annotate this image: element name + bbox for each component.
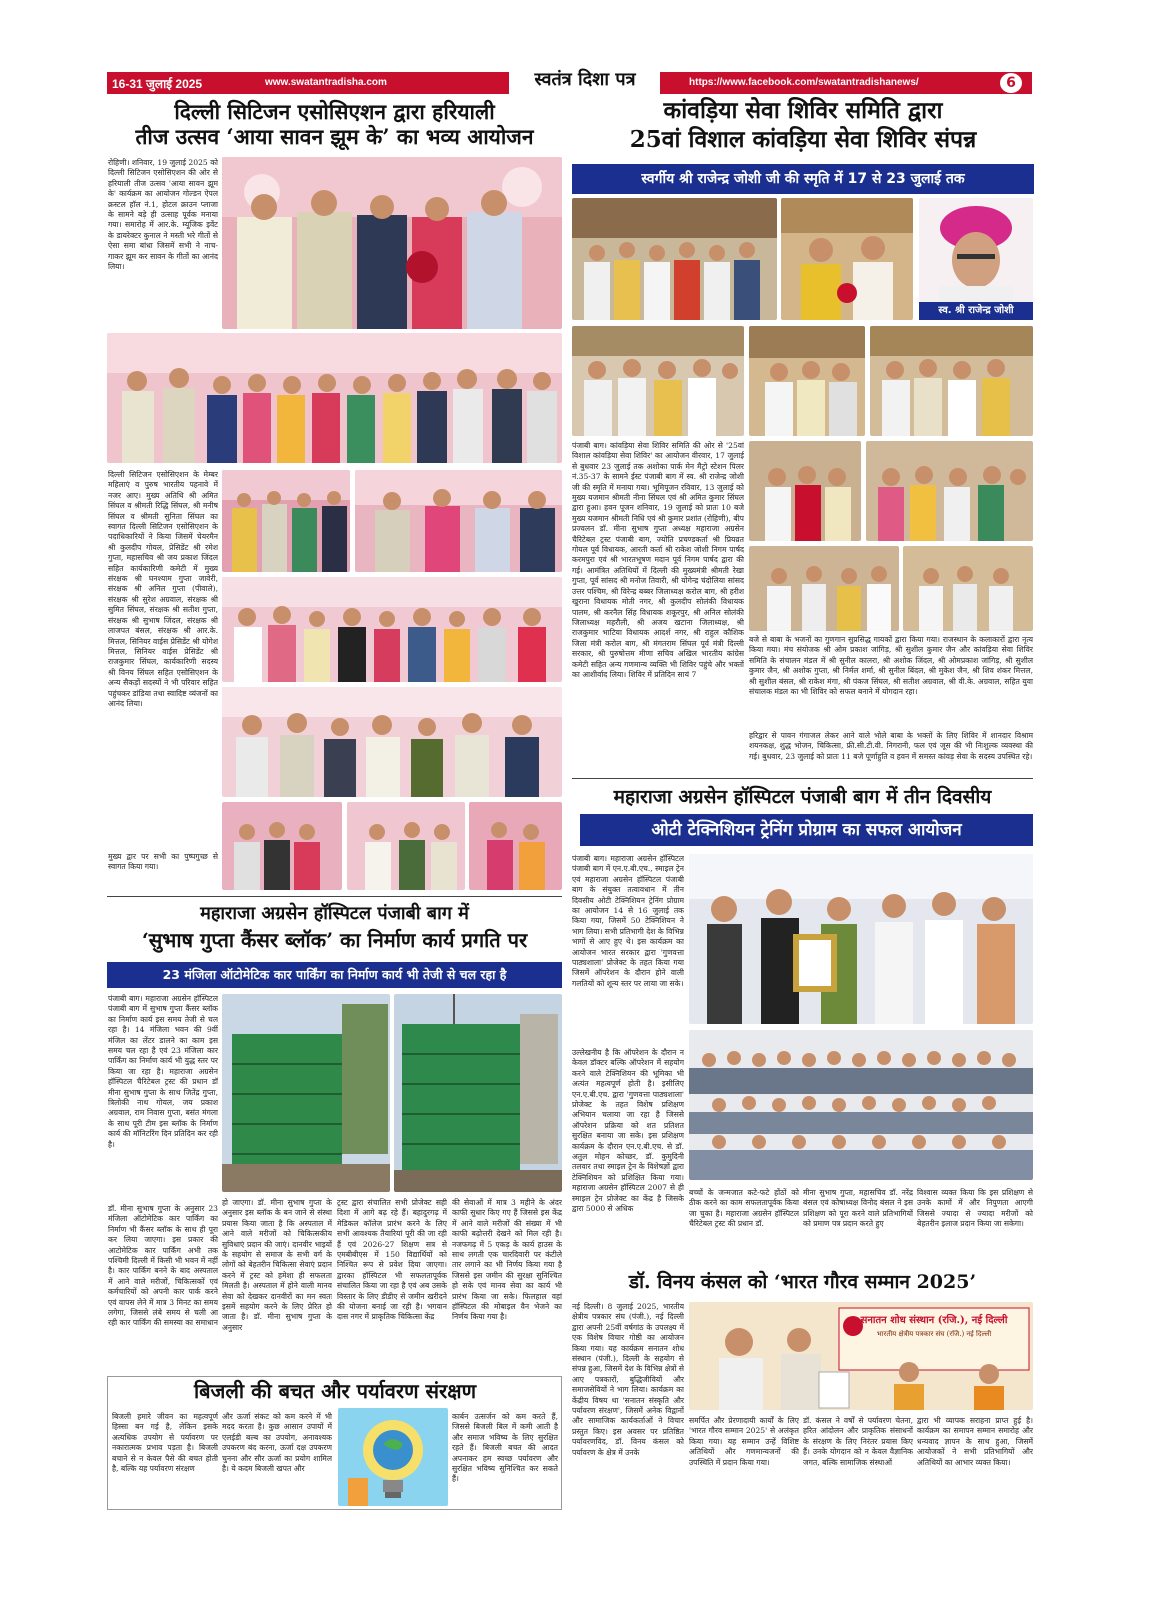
ot-body-4: मीना सुभाष गुप्ता, महासचिव डॉ. नरेंद्र बंसल एवं कोषाध्यक्ष विनोद बंसल ने इस प्रशिक्षण को पूरा करने वाले प्रतिभागियों को प्रमाण पत्र प्रदान करते हुए <box>803 1188 913 1229</box>
ot-body-1: पंजाबी बाग। महाराजा अग्रसेन हॉस्पिटल पंजाबी बाग में एन.ए.बी.एच., स्माइल ट्रेन एवं महाराजा अग्रसेन हॉस्पिटल पंजाबी बाग के संयुक्त तत्वावधान में तीन दिवसीय ओटी टेक्निशियन ट्रेनिंग प्रोग्राम का आयोजन 14 से 16 जुलाई तक किया गया, जिसमें 50 टेक्निशियन ने भाग लिया। सभी प्रतिभागी देश के विभिन्न भागों से आए हुए थे। इस कार्यक्रम का आयोजन भारत सरकार द्वारा 'गुणवत्ता पाठ्यशाला' प्रोजेक्ट के तहत किया गया जिसमें ऑपरेशन के दौरान होने वाली गलतियों को शून्य स्तर पर लाया जा सके। <box>572 854 684 988</box>
kanwar-portrait-caption: स्व. श्री राजेन्द्र जोशी <box>919 302 1033 320</box>
teej-body-3: मुख्य द्वार पर सभी का पुष्पगुच्छ से स्वागत किया गया। <box>108 852 218 872</box>
cancer-body-2: डॉ. मीना सुभाष गुप्ता के अनुसार 23 मंजिला ऑटोमेटिक कार पार्किंग का निर्माण भी कैंसर ब्लॉक के साथ ही पूरा कर लिया जाएगा। इस प्रकार की आटोमेटिक कार पार्किंग अभी तक पश्चिमी दिल्ली में किसी भी भवन में नहीं है। कार पार्किंग बनने के बाद अस्पताल में आने वाले मरीजों, चिकित्सकों एवं कर्मचारियों को अपनी कार पार्क करने एवं वापस लेने में मात्र 3 मिनट का समय लगेगा, जिससे लंबे समय से चली आ रही कार पार्किंग की समस्या का समाधान <box>108 1204 218 1328</box>
cancer-subhead: 23 मंजिला ऑटोमेटिक कार पार्किंग का निर्माण कार्य भी तेजी से चल रहा है <box>107 962 562 988</box>
teej-photo-felicitation <box>222 157 562 329</box>
kanwar-headline-1: कांवड़िया सेवा शिविर समिति द्वारा <box>663 97 943 124</box>
ot-body-3: बच्चों के जन्मजात कटे-फटे होंठों को ठीक करने का काम सफलतापूर्वक किया जा चुका है। महाराजा अग्रसेन हॉस्पिटल चैरिटेबल ट्रस्ट की प्रधान डॉ. <box>689 1188 799 1229</box>
kanwar-portrait <box>919 198 1033 302</box>
teej-body-2: दिल्ली सिटिजन एसोसिएशन के मेम्बर महिलाएं व पुरुष भारतीय पहनावे में नजर आए। मुख्य अतिथि श्री अमित सिंघल व श्रीमती रिद्धि सिंघल, श्री मनीष सिंघल व श्रीमती सुनिता सिंघल का स्वागत दिल्ली सिटिजन एसोसिएशन के पदाधिकारियों ने किया जिसमें चेयरमैन श्री कुलदीप गोयल, प्रेसिडेंट श्री रमेश गुप्ता, महासचिव श्री जय प्रकाश जिंदल सहित कार्यकारिणी कमेटी में मुख्य संरक्षक श्री घनश्याम गुप्ता जावेरी, संरक्षक श्री अनिल गुप्ता (पीवाले), संरक्षक श्री सुरेश अग्रवाल, संरक्षक श्री सुमित सिंघल, संरक्षक श्री सतीश गुप्ता, संरक्षक श्री सुभाष जिंदल, संरक्षक श्री लाजपत बंसल, संरक्षक श्री आर.के. मित्तल, सिनियर वाईस प्रेसिडेंट श्री योगेश मित्तल, सिनियर वाईस प्रेसिडेंट श्री राजकुमार सिंघल, कार्यकारिणी सदस्य श्री विनय सिंघल सहित एसोसिएशन के अन्य सैकड़ों सदस्यों ने भी परिवार सहित पहुंचकर डांडिया तथा स्वादिष्ट व्यंजनों का आनंद लिया। <box>108 470 218 708</box>
award-body-2: समर्पित और प्रेरणादायी कार्यों के लिए 'भारत गौरव सम्मान 2025' से अलंकृत किया गया। यह सम्मान उन्हें विशिष्ट अतिथियों और गणमान्यजनों की उपस्थिति में प्रदान किया गया। <box>689 1416 799 1467</box>
masthead-facebook-url[interactable]: https://www.facebook.com/swatantradishanews/ <box>689 77 919 88</box>
teej-photo-4 <box>222 687 562 797</box>
cancer-body-5: की सेवाओं में मात्र 3 महीने के अंदर काफी सुधार किए गए हैं जिससे इस केंद्र में आने वाले मरीजों की संख्या में भी काफी बढ़ोत्तरी देखने को मिल रही है। नजफगढ़ में 5 एकड़ के कार्य हाउस के साथ लगती एक चारदिवारी पर कंटीले तार लगाने का भी निर्णय किया गया है जिससे इस जमीन की सुरक्षा सुनिश्चित हो सके एवं मानव सेवा का कार्य भी प्रारंभ किया जा सके। फिलहाल वहां हॉस्पिटल की मोबाइल वैन भेजने का निर्णय किया गया है। <box>452 1198 562 1322</box>
cancer-headline-2: ‘सुभाष गुप्ता कैंसर ब्लॉक’ का निर्माण कार्य प्रगति पर <box>141 928 528 952</box>
teej-photo-group <box>107 333 562 463</box>
masthead-website[interactable]: www.swatantradisha.com <box>265 77 387 88</box>
ot-photo-certificate <box>689 854 1033 1024</box>
masthead-date: 16-31 जुलाई 2025 <box>112 77 203 91</box>
divider-left-1 <box>107 896 562 897</box>
ot-subhead: ओटी टेक्निशियन ट्रेनिंग प्रोग्राम का सफल आयोजन <box>580 814 1033 846</box>
award-body-3: डॉ. कंसल ने वर्षों से पर्यावरण चेतना, हरित आंदोलन और प्राकृतिक संसाधनों के संरक्षण के लिए निरंतर प्रयास किए हैं। उनके योगदान को न केवल वैज्ञानिक जगत, बल्कि सामाजिक संस्थाओं <box>803 1416 913 1467</box>
ot-photo-group <box>689 1030 1033 1180</box>
teej-headline-1: दिल्ली सिटिजन एसोसिएशन द्वारा हरियाली <box>174 99 495 124</box>
kanwar-photo-4 <box>749 326 865 436</box>
electricity-headline: बिजली की बचत और पर्यावरण संरक्षण <box>193 1379 477 1403</box>
kanwar-photo-5 <box>870 326 1033 436</box>
cancer-photo-construction-2 <box>394 994 562 1192</box>
kanwar-subhead: स्वर्गीय श्री राजेन्द्र जोशी जी की स्मृति में 17 से 23 जुलाई तक <box>572 164 1034 194</box>
kanwar-body-3: हरिद्वार से पावन गंगाजल लेकर आने वाले भोले बाबा के भक्तों के लिए शिविर में शानदार विश्राम शयनकक्ष, शुद्ध भोजन, चिकित्सा, फ्री.सी.टी.वी. निगरानी, फल एवं जूस की भी निःशुल्क व्यवस्था की गई। बुधवार, 23 जुलाई को प्रातः 11 बजे पूर्णाहुति व हवन में समस्त कांवड़ सेवा के सदस्य उपस्थित रहे। <box>749 731 1033 761</box>
cancer-body-1: पंजाबी बाग। महाराजा अग्रसेन हॉस्पिटल पंजाबी बाग में सुभाष गुप्ता कैंसर ब्लॉक का निर्माण कार्य इस समय तेजी से चल रहा है। 14 मंजिला भवन की 9वीं मंजिल का लेंटर डालने का काम इस समय चल रहा है एवं 23 मंजिला कार पार्किंग का निर्माण कार्य भी युद्ध स्तर पर किया जा रहा है। महाराजा अग्रसेन हॉस्पिटल चैरिटेबल ट्रस्ट की प्रधान डॉ मीना सुभाष गुप्ता के साथ जितेंद्र गुप्ता, त्रिलोकी नाथ गोयल, जय प्रकाश अग्रवाल, राम निवास गुप्ता, बसंत मंगला के साथ पूरी टीम इस ब्लॉक के निर्माण कार्य की मॉनिटरिंग दिन प्रतिदिन कर रही है। <box>108 994 218 1149</box>
ot-body-2: उल्लेखनीय है कि ऑपरेशन के दौरान न केवल डॉक्टर बल्कि ऑपरेशन में सहयोग करने वाले टेक्निशियन की भूमिका भी अत्यंत महत्वपूर्ण होती है। इसीलिए एन.ए.बी.एच. द्वारा 'गुणवत्ता पाठ्यशाला' प्रोजेक्ट के तहत विशेष प्रशिक्षण अभियान चलाया जा रहा है जिससे ऑपरेशन प्रक्रिया को शत प्रतिशत सुरक्षित बनाया जा सके। इस प्रशिक्षण कार्यक्रम के दौरान एन.ए.बी.एच. से डॉ. अतुल मोहन कोच्छर, डॉ. कुमुदिनी तलवार तथा स्माइल ट्रेन के विशेषज्ञों द्वारा टेक्निशियन को प्रशिक्षित किया गया। महाराजा अग्रसेन हॉस्पिटल 2007 से ही स्माइल ट्रेन प्रोजेक्ट का केंद्र है जिसके द्वारा 5000 से अधिक <box>572 1048 684 1214</box>
teej-photo-7 <box>469 802 562 890</box>
electricity-body-1: बिजली हमारे जीवन का महत्वपूर्ण हिस्सा बन गई है, लेकिन इसके अत्यधिक उपयोग से पर्यावरण पर नकारात्मक प्रभाव पड़ता है। बिजली बचाने से न केवल पैसे की बचत होती है, बल्कि यह पर्यावरण संरक्षण <box>112 1412 218 1474</box>
teej-headline-2: तीज उत्सव ‘आया सावन झूम के’ का भव्य आयोजन <box>135 124 534 149</box>
kanwar-body-1: पंजाबी बाग। कांवड़िया सेवा शिविर समिति की ओर से '25वां विशाल कांवड़िया सेवा शिविर' का आयोजन वीरवार, 17 जुलाई से बुधवार 23 जुलाई तक अशोका पार्क मेन मैट्रो स्टेशन पिलर नं.35-37 के सामने ईस्ट पंजाबी बाग में स्व. श्री राजेन्द्र जोशी जी की स्मृति में मनाया गया। भूमिपूजन रविवार, 13 जुलाई को मुख्य यजमान श्रीमती नीना सिंघल एवं श्री अमित कुमार सिंघल द्वारा हुआ। हवन पूजन शनिवार, 19 जुलाई को प्रातः 10 बजे मुख्य यजमान श्रीमती निधि एवं श्री कुमार प्रशांत (रोहिणी), बीप प्रज्वलन डॉ. मीना सुभाष गुप्ता अध्यक्ष महाराजा अग्रसेन चैरिटेबल ट्रस्ट पंजाबी बाग, ज्योति प्रचण्डकर्ता श्री प्रियव्रत गोयल पूर्व विधायक, आरती कर्ता श्री राकेश जोशी निगम पार्षद करमपुरा एवं श्री भारतभूषण मदान पूर्व निगम पार्षद द्वारा की गई। आमंत्रित अतिथियों में दिल्ली की मुख्यमंत्री श्रीमती रेखा गुप्ता, पूर्व सांसद श्री मनोज तिवारी, श्री योगेन्द्र चंदोलिया सांसद उत्तर पश्चिम, श्री विरेन्द्र बब्बर जिलाध्यक्ष करोल बाग, श्री हरीश खुराना विधायक मोती नगर, श्री कुलदीप सोलंकी विधायक पालम, श्री करनैल सिंह विधायक शकूरपुर, श्री अनिल सोलंकी जिलाध्यक्ष महरौली, श्री अजय खटाना जिलाध्यक्ष, श्री राजकुमार भाटिया विधायक आदर्श नगर, श्री राहुल कौशिक जिला मंत्री करोल बाग, श्री मंगतराम सिंघल पूर्व मंत्री दिल्ली सरकार, श्री पुरुषोत्तम मीणा सचिव अखिल भारतीय कांग्रेस कमेटी सहित अन्य गणमान्य व्यक्ति भी शिविर पहुंचे और भक्तों का आशीर्वाद लिया। शिविर में प्रतिदिन सायं 7 <box>572 441 744 679</box>
teej-photo-2 <box>355 470 562 572</box>
electricity-body-3: कार्बन उत्सर्जन को कम करते हैं, जिससे बिजली बिल में कमी आती है और समाज भविष्य के लिए सुरक्षित रहते हैं। बिजली बचत की आदत अपनाकर हम स्वच्छ पर्यावरण और सुरक्षित भविष्य सुनिश्चित कर सकते हैं। <box>452 1412 558 1484</box>
ot-headline: महाराजा अग्रसेन हॉस्पिटल पंजाबी बाग में तीन दिवसीय <box>613 786 992 808</box>
kanwar-headline-2: 25वां विशाल कांवड़िया सेवा शिविर संपन्न <box>629 126 977 153</box>
teej-photo-3 <box>222 577 562 682</box>
lightbulb-earth-icon <box>338 1408 448 1506</box>
kanwar-photo-8 <box>749 546 899 631</box>
kanwar-photo-1 <box>572 198 777 320</box>
cancer-headline-1: महाराजा अग्रसेन हॉस्पिटल पंजाबी बाग में <box>200 903 469 924</box>
teej-photo-1 <box>222 470 350 572</box>
teej-photo-5 <box>222 802 342 890</box>
teej-body-1: रोहिणी। शनिवार, 19 जुलाई 2025 को दिल्ली सिटिजन एसोसिएशन की ओर से हरियाली तीज उत्सव 'आया सावन झूम के' कार्यक्रम का आयोजन गोल्डन ऐपल क्रस्टल हॉल नं.1, होटल क्राउन प्लाजा के सामने बड़े ही उत्साह पूर्वक मनाया गया। समारोह में आर.के. म्यूजिक इवेंट के डायरेक्टर कुनाल ने मस्ती भरे गीतों से ऐसा समा बांधा जिसमें सभी ने नाच-गाकर झूम कर सावन के गीतों का आनंद लिया। <box>108 158 218 272</box>
kanwar-photo-6 <box>749 441 861 541</box>
kanwar-photo-7 <box>866 441 1033 541</box>
kanwar-photo-2 <box>781 198 913 320</box>
award-banner-line-2: भारतीय क्षेत्रीय पत्रकार संघ (रजि.) नई दिल्ली <box>876 1330 992 1338</box>
kanwar-photo-9 <box>903 546 1033 631</box>
award-body-1: नई दिल्ली। 8 जुलाई 2025, भारतीय क्षेत्रीय पत्रकार संघ (पंजी.), नई दिल्ली द्वारा अपनी 25वीं वर्षगांठ के उपलक्ष्य में एक विशेष विचार गोष्ठी का आयोजन किया गया। यह कार्यक्रम सनातन शोध संस्थान (पंजी.), दिल्ली के सहयोग से संपन्न हुआ, जिसमें देश के विभिन्न क्षेत्रों से आए पत्रकारों, बुद्धिजीवियों और समाजसेवियों ने भाग लिया। कार्यक्रम का केंद्रीय विषय था 'सनातन संस्कृति और पर्यावरण संरक्षण', जिसमें अनेक विद्वानों और सामाजिक कार्यकर्ताओं ने विचार प्रस्तुत किए। इस अवसर पर प्रतिष्ठित पर्यावरणविद, डॉ. विनय कंसल को पर्यावरण के क्षेत्र में उनके <box>572 1302 684 1457</box>
kanwar-body-2: बजे से बाबा के भजनों का गुणगान सुप्रसिद्ध गायकों द्वारा किया गया। राजस्थान के कलाकारों द्वारा नृत्य किया गया। मंच संयोजक श्री ओम प्रकाश जांगिड़, श्री सुशील कुमार जैन और कांवड़िया सेवा शिविर समिति के संचालन मंडल में श्री सुनील कालरा, श्री अशोक जिंदल, श्री ओमप्रकाश जांगिड़, श्री सुशील कुमार जैन, श्री अशोक गुप्ता, श्री निर्मल शर्मा, श्री सुनील बिंदल, श्री मुकेश जैन, श्री शिव शंकर मित्तल, श्री सुशील बंसल, श्री राकेश मंगा, श्री पंकज सिंघल, श्री सतीश अग्रवाल, श्री वी.के. अग्रवाल, सहित युवा संचालक मंडल का भी शिविर को सफल बनाने में योगदान रहा। <box>749 635 1033 697</box>
award-headline: डॉ. विनय कंसल को ‘भारत गौरव सम्मान 2025’ <box>628 1271 977 1293</box>
award-body-4: द्वारा भी व्यापक सराहना प्राप्त हुई है। कार्यक्रम का समापन सम्मान समारोह और धन्यवाद ज्ञापन के साथ हुआ, जिसमें आयोजकों ने सभी प्रतिभागियों और अतिथियों का आभार व्यक्त किया। <box>917 1416 1033 1467</box>
page-number: 6 <box>1000 73 1022 93</box>
teej-photo-6 <box>347 802 465 890</box>
masthead-paper-name: स्वतंत्र दिशा पत्र <box>534 69 636 90</box>
kanwar-photo-3 <box>572 326 744 436</box>
award-banner-line-1: सनातन शोध संस्थान (रजि.), नई दिल्ली <box>860 1315 1008 1326</box>
divider-right-1 <box>572 778 1033 779</box>
cancer-body-3: हो जाएगा। डॉ. मीना सुभाष गुप्ता के अनुसार इस ब्लॉक के बन जाने से संस्था प्रयास किया जाता है कि अस्पताल में आने वाले मरीजों को चिकित्सकीय सुविधाएं प्रदान की जाएं। दानवीर भाइयों के सहयोग से समाज के सभी वर्ग के लोगों को बेहतरीन चिकित्सा सेवाएं प्रदान करने में ट्रस्ट को हमेशा ही सफलता मिलती है। अस्पताल में होने वाली मानव सेवा को देखकर दानवीरों का मन स्वतः इसमें सहयोग करने के लिए प्रेरित हो जाता है। डॉ. मीना सुभाष गुप्ता के अनुसार <box>222 1198 332 1332</box>
electricity-body-2: और ऊर्जा संकट को कम करने में भी मदद करता है। कुछ आसान उपायों में एलईडी बल्ब का उपयोग, अनावश्यक उपकरण बंद करना, ऊर्जा दक्ष उपकरण चुनना और सौर ऊर्जा का प्रयोग शामिल है। ये कदम बिजली खपत और <box>222 1412 332 1474</box>
cancer-photo-construction-1 <box>222 994 390 1192</box>
cancer-body-4: ट्रस्ट द्वारा संचालित सभी प्रोजेक्ट सही दिशा में आगे बढ़ रहे हैं। बहादुरगढ़ में मेडिकल कॉलेज प्रारंभ करने के लिए सभी आवश्यक तैयारियां पूरी की जा रही हैं एवं 2026-27 शिक्षण सत्र से एमबीबीएस में 150 विद्यार्थियों को निश्चित रूप से प्रवेश दिया जाएगा। द्वारका हॉस्पिटल भी सफलतापूर्वक संचालित किया जा रहा है एवं अब उसके विस्तार के लिए डीडीए से जमीन खरीदने की योजना बनाई जा रही है। भगवान दास नगर में प्राकृतिक चिकित्सा केंद्र <box>337 1198 447 1322</box>
ot-body-5: विश्वास व्यक्त किया कि इस प्रशिक्षण से उनके कामों में और निपुणता आएगी जिससे ज्यादा से ज्यादा मरीजों को बेहतरीन इलाज प्रदान किया जा सकेगा। <box>917 1188 1033 1229</box>
